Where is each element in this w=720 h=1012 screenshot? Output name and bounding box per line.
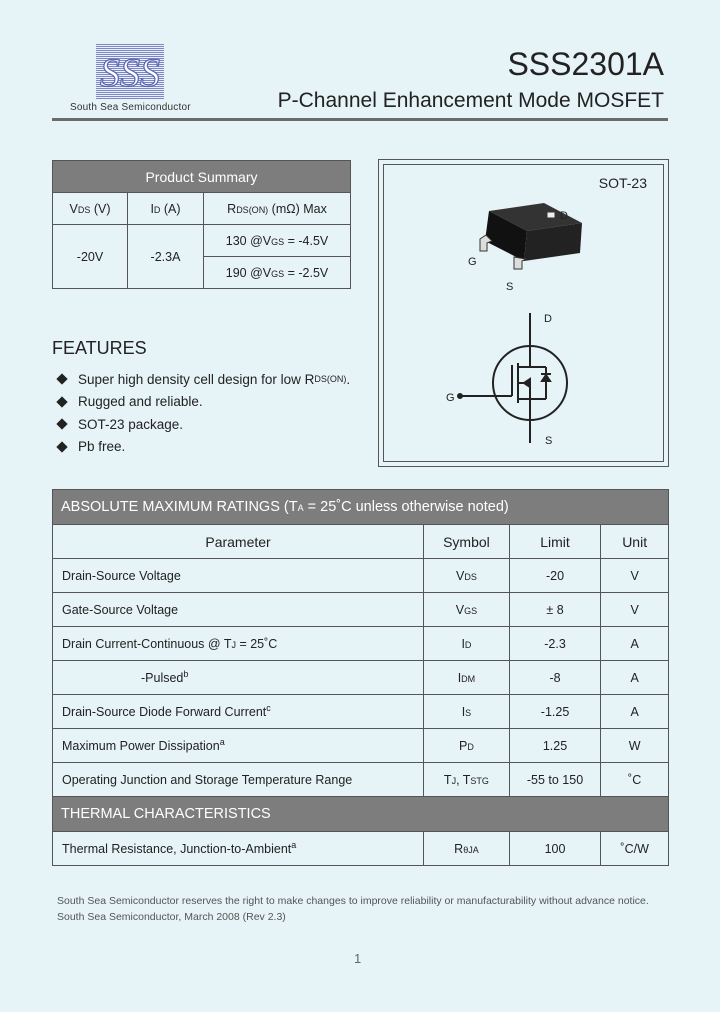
col-unit: Unit bbox=[601, 525, 669, 559]
table-row: Drain-Source Voltage VDS -20 V bbox=[53, 559, 669, 593]
sym-pin-d: D bbox=[544, 313, 552, 325]
ps-col-id: ID (A) bbox=[128, 193, 204, 225]
page-number: 1 bbox=[354, 951, 362, 966]
feature-item: Rugged and reliable. bbox=[56, 391, 350, 414]
table-row: Drain Current-Continuous @ TJ = 25˚C ID -2.3 A bbox=[53, 627, 669, 661]
ps-rds-value-2: 190 @VGS = -2.5V bbox=[204, 257, 351, 289]
product-summary-title: Product Summary bbox=[53, 161, 351, 193]
footer-revision: South Sea Semiconductor, March 2008 (Rev 2.3) bbox=[57, 911, 286, 923]
table-row: Drain-Source Diode Forward Current$^c$ IS -1.25 A bbox=[53, 695, 669, 729]
pkg-pin-s: S bbox=[506, 281, 514, 293]
absolute-max-ratings-table bbox=[52, 489, 669, 866]
feature-item: SOT-23 package. bbox=[56, 413, 350, 436]
pkg-pin-d: D bbox=[560, 210, 568, 222]
header-divider bbox=[52, 118, 668, 121]
ps-vds-value: -20V bbox=[53, 225, 128, 289]
package-title: SOT-23 bbox=[598, 175, 647, 191]
pkg-pin-g: G bbox=[468, 256, 477, 268]
table-row: Maximum Power Dissipation$^a$ PD 1.25 W bbox=[53, 729, 669, 763]
ps-rds-value-1: 130 @VGS = -4.5V bbox=[204, 225, 351, 257]
bullet-diamond-icon bbox=[56, 419, 67, 430]
package-box bbox=[378, 159, 669, 467]
table-row: Thermal Resistance, Junction-to-Ambient$^a$ RθJA 100 ˚C/W bbox=[53, 832, 669, 866]
ps-col-vds: VDS (V) bbox=[53, 193, 128, 225]
table-row: Operating Junction and Storage Temperature Range TJ, TSTG -55 to 150 ˚C bbox=[53, 763, 669, 797]
sym-pin-g: G bbox=[446, 392, 455, 404]
col-symbol: Symbol bbox=[424, 525, 510, 559]
feature-item: Pb free. bbox=[56, 436, 350, 459]
col-limit: Limit bbox=[509, 525, 601, 559]
ratings-heading: ABSOLUTE MAXIMUM RATINGS (TA = 25˚C unless otherwise noted) bbox=[53, 490, 669, 525]
bullet-diamond-icon bbox=[56, 396, 67, 407]
bullet-diamond-icon bbox=[56, 374, 67, 385]
thermal-heading: THERMAL CHARACTERISTICS bbox=[53, 797, 669, 832]
ps-id-value: -2.3A bbox=[128, 225, 204, 289]
table-row: Gate-Source Voltage VGS ± 8 V bbox=[53, 593, 669, 627]
features-list bbox=[56, 368, 350, 458]
table-row: -Pulsed$^b$ IDM -8 A bbox=[53, 661, 669, 695]
footer-disclaimer: South Sea Semiconductor reserves the right to make changes to improve reliability or manufacturability without advance notice. bbox=[57, 895, 649, 907]
sym-pin-s: S bbox=[545, 435, 553, 447]
logo-letters: SSS bbox=[100, 50, 160, 95]
bullet-diamond-icon bbox=[56, 441, 67, 452]
col-parameter: Parameter bbox=[53, 525, 424, 559]
p-channel-mosfet-symbol-icon bbox=[458, 313, 567, 443]
product-summary-table bbox=[52, 160, 351, 289]
company-logo bbox=[96, 44, 164, 100]
device-subtitle: P-Channel Enhancement Mode MOSFET bbox=[277, 89, 664, 112]
features-heading: FEATURES bbox=[52, 338, 147, 358]
feature-item: Super high density cell design for low R DS(ON) . bbox=[56, 368, 350, 391]
ps-col-rds: RDS(ON) (mΩ) Max bbox=[204, 193, 351, 225]
company-name: South Sea Semiconductor bbox=[70, 102, 191, 113]
part-number: SSS2301A bbox=[507, 46, 664, 82]
